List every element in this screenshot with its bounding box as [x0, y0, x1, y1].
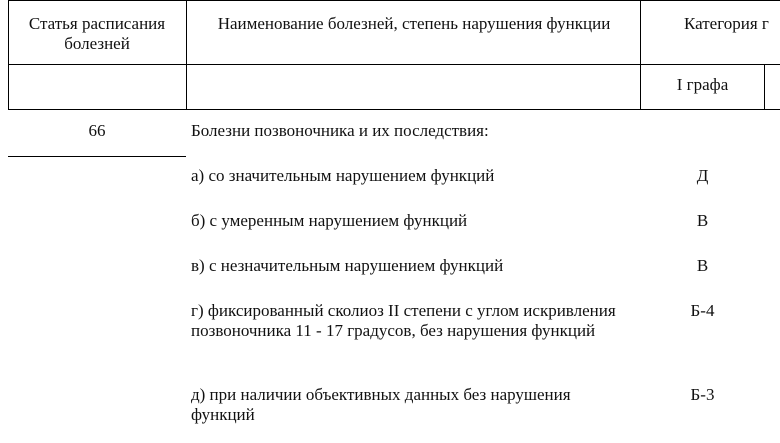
header-divider: [8, 64, 780, 65]
article-number-underline: [8, 156, 186, 157]
row-b-text: б) с умеренным нарушением функций: [191, 211, 468, 230]
header-graph-1: I графа: [676, 75, 729, 94]
column-divider-1: [186, 0, 187, 110]
row-v-category: В: [696, 256, 709, 275]
row-a-text: а) со значительным нарушением функций: [191, 166, 495, 185]
row-a-category: Д: [696, 166, 709, 185]
row-d-category: Б-3: [690, 385, 715, 404]
table-top-border: [8, 0, 780, 1]
article-number: 66: [88, 121, 106, 140]
row-v-text: в) с незначительным нарушением функций: [191, 256, 504, 275]
row-d-text: д) при наличии объективных данных без нарушения функций: [191, 385, 571, 424]
header-name: Наименование болезней, степень нарушения функции: [217, 14, 611, 33]
row-g-category: Б-4: [690, 301, 715, 320]
header-article: Статья расписания болезней: [28, 14, 166, 53]
header-bottom-border: [8, 109, 780, 110]
row-b-category: В: [696, 211, 709, 230]
article-title: Болезни позвоночника и их последствия:: [191, 121, 489, 140]
column-divider-3: [764, 64, 765, 110]
header-category: Категория г: [684, 14, 769, 33]
table-left-border: [8, 0, 9, 110]
row-g-text: г) фиксированный сколиоз II степени с углом искривления позвоночника 11 - 17 градусов, без нарушения функций: [191, 301, 616, 340]
